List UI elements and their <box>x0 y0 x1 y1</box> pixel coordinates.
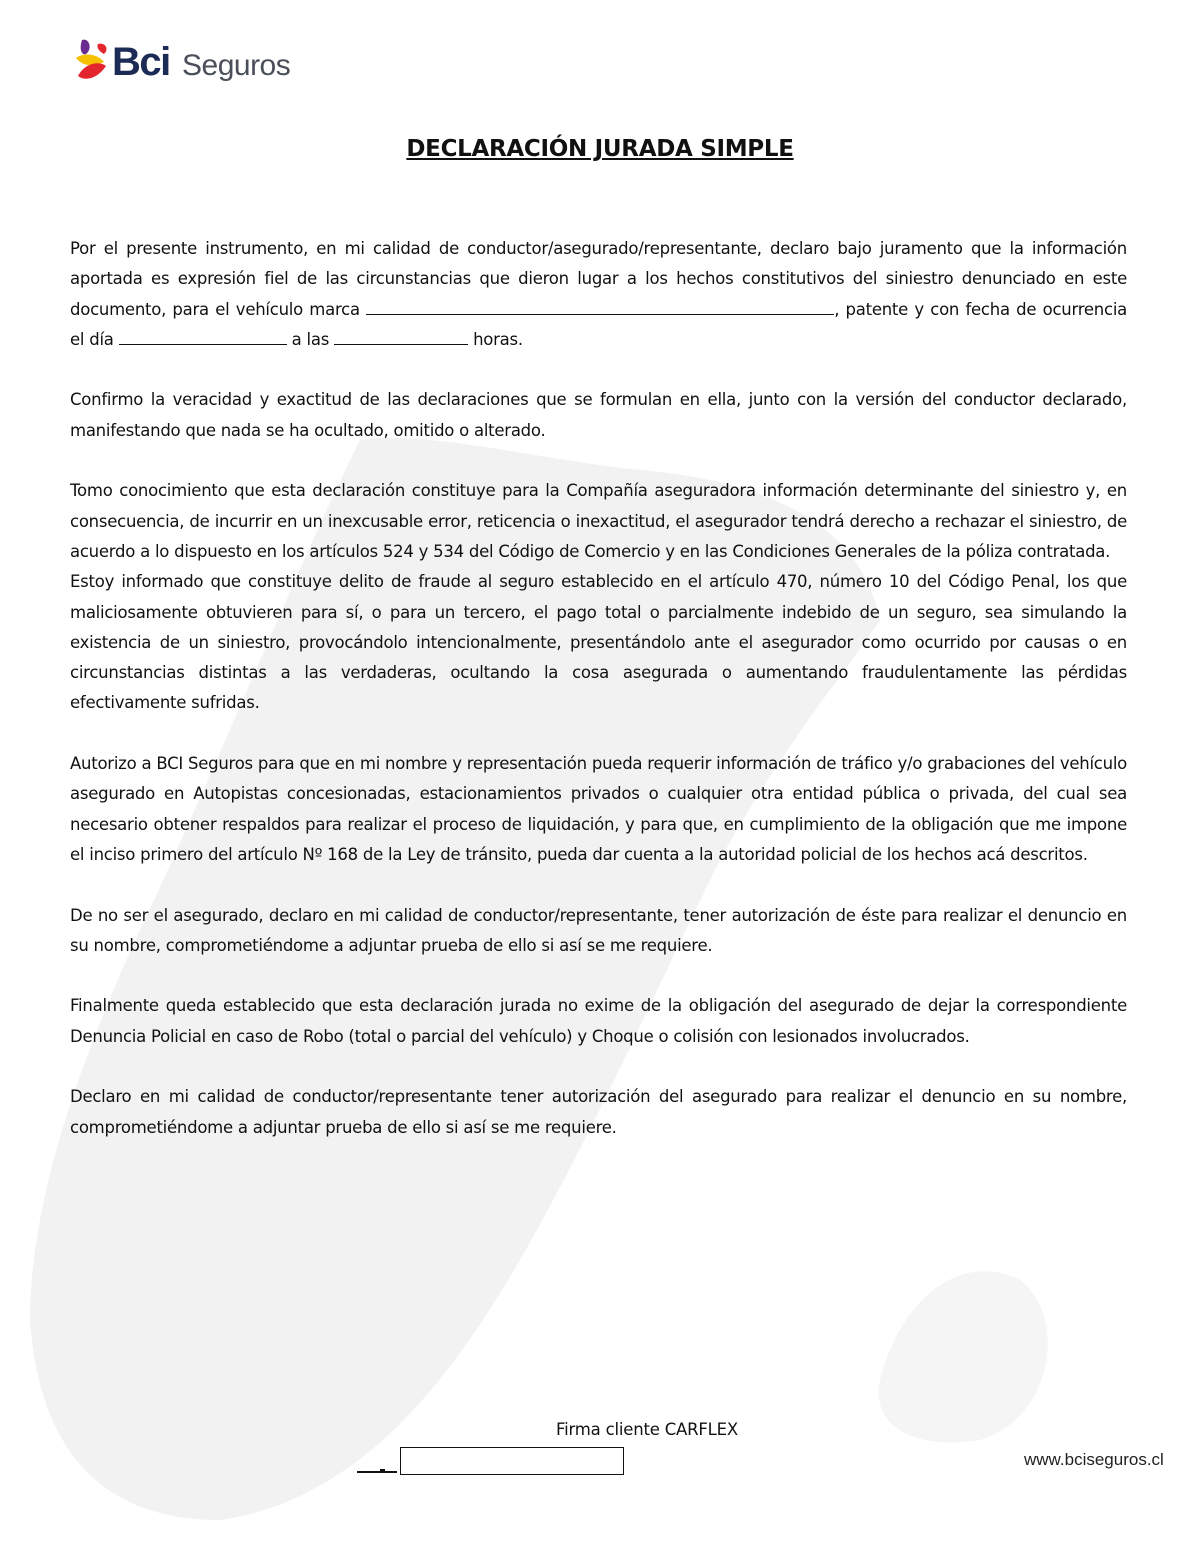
paragraph1-part4: a las <box>291 329 330 349</box>
website-url: www.bciseguros.cl <box>1024 1450 1164 1469</box>
paragraph-police-report: Finalmente queda establecido que esta declaración jurada no exime de la obligación del asegurado de dejar la correspondiente Denuncia Policial en caso de Robo (total o parcial del vehículo) y Choque o colisión con lesionados involucrados. <box>70 996 1127 1046</box>
paragraph-authorization: Autorizo a BCI Seguros para que en mi nombre y representación pueda requerir información de tráfico y/o grabaciones del vehículo asegurado en Autopistas concesionadas, estacionamientos privados o cualquier otra entidad pública o privada, del cual sea necesario obtener respaldos para realizar el proceso de liquidación, y para que, en cumplimiento de la obligación que me impone el inciso primero del artículo Nº 168 de la Ley de tránsito, pueda dar cuenta a la autoridad policial de los hechos acá descritos. <box>70 754 1127 864</box>
logo-product-text: Seguros <box>182 49 291 82</box>
paragraph-confirmation: Confirmo la veracidad y exactitud de las declaraciones que se formulan en ella, junto con la versión del conductor declarado, manifestando que nada se ha ocultado, omitido o alterado. <box>70 390 1127 440</box>
paragraph1-part5: horas. <box>473 329 523 349</box>
paragraph-final-declaration: Declaro en mi calidad de conductor/representante tener autorización del asegurado para realizar el denuncio en su nombre, comprometiéndome a adjuntar prueba de ello si así se me requiere. <box>70 1087 1127 1137</box>
signature-field[interactable] <box>400 1447 624 1475</box>
document-body <box>70 234 1127 1143</box>
bci-seguros-logo <box>74 36 314 88</box>
paragraph-fraud-notice: Estoy informado que constituye delito de fraude al seguro establecido en el artículo 470, número 10 del Código Penal, los que maliciosamente obtuvieren para sí, o para un tercero, el pago total o parcialmente indebido de un seguro, sea simulando la existencia de un siniestro, provocándolo intencionalmente, presentándolo ante el asegurador como ocurrido por causas o en circunstancias distintas a las verdaderas, ocultando la cosa asegurada o aumentando fraudulentamente las pérdidas efectivamente sufridas. <box>70 572 1127 713</box>
vehicle-brand-blank <box>366 296 834 315</box>
time-blank <box>334 326 468 345</box>
signature-mark <box>380 1469 385 1473</box>
date-blank <box>119 326 287 345</box>
paragraph1-part3: y con fecha de ocurrencia el día <box>70 299 1128 349</box>
paragraph-declaration <box>70 234 1127 355</box>
bci-logo-mark-icon <box>74 38 114 82</box>
paragraph1-part1: Por el presente instrumento, en mi calidad de conductor/asegurado/representante, declaro bajo juramento que la información aportada es expresión fiel de las circunstancias que dieron lugar a los hechos constitutivos del siniestro denunciado en este documento, para el vehículo marca <box>70 239 1127 319</box>
signature-label: Firma cliente CARFLEX <box>556 1420 738 1439</box>
document-title: DECLARACIÓN JURADA SIMPLE <box>406 136 794 162</box>
paragraph1-part2: , patente <box>834 299 909 319</box>
logo-brand-text: Bci <box>112 40 170 84</box>
paragraph-acknowledgement: Tomo conocimiento que esta declaración constituye para la Compañía aseguradora información determinante del siniestro y, en consecuencia, de incurrir en un inexcusable error, reticencia o inexactitud, el asegurador tendrá derecho a rechazar el siniestro, de acuerdo a lo dispuesto en los artículos 524 y 534 del Código de Comercio y en las Condiciones Generales de la póliza contratada. <box>70 481 1127 561</box>
signature-line <box>357 1471 397 1473</box>
paragraph-non-insured: De no ser el asegurado, declaro en mi calidad de conductor/representante, tener autorización de éste para realizar el denuncio en su nombre, comprometiéndome a adjuntar prueba de ello si así se me requiere. <box>70 905 1127 955</box>
